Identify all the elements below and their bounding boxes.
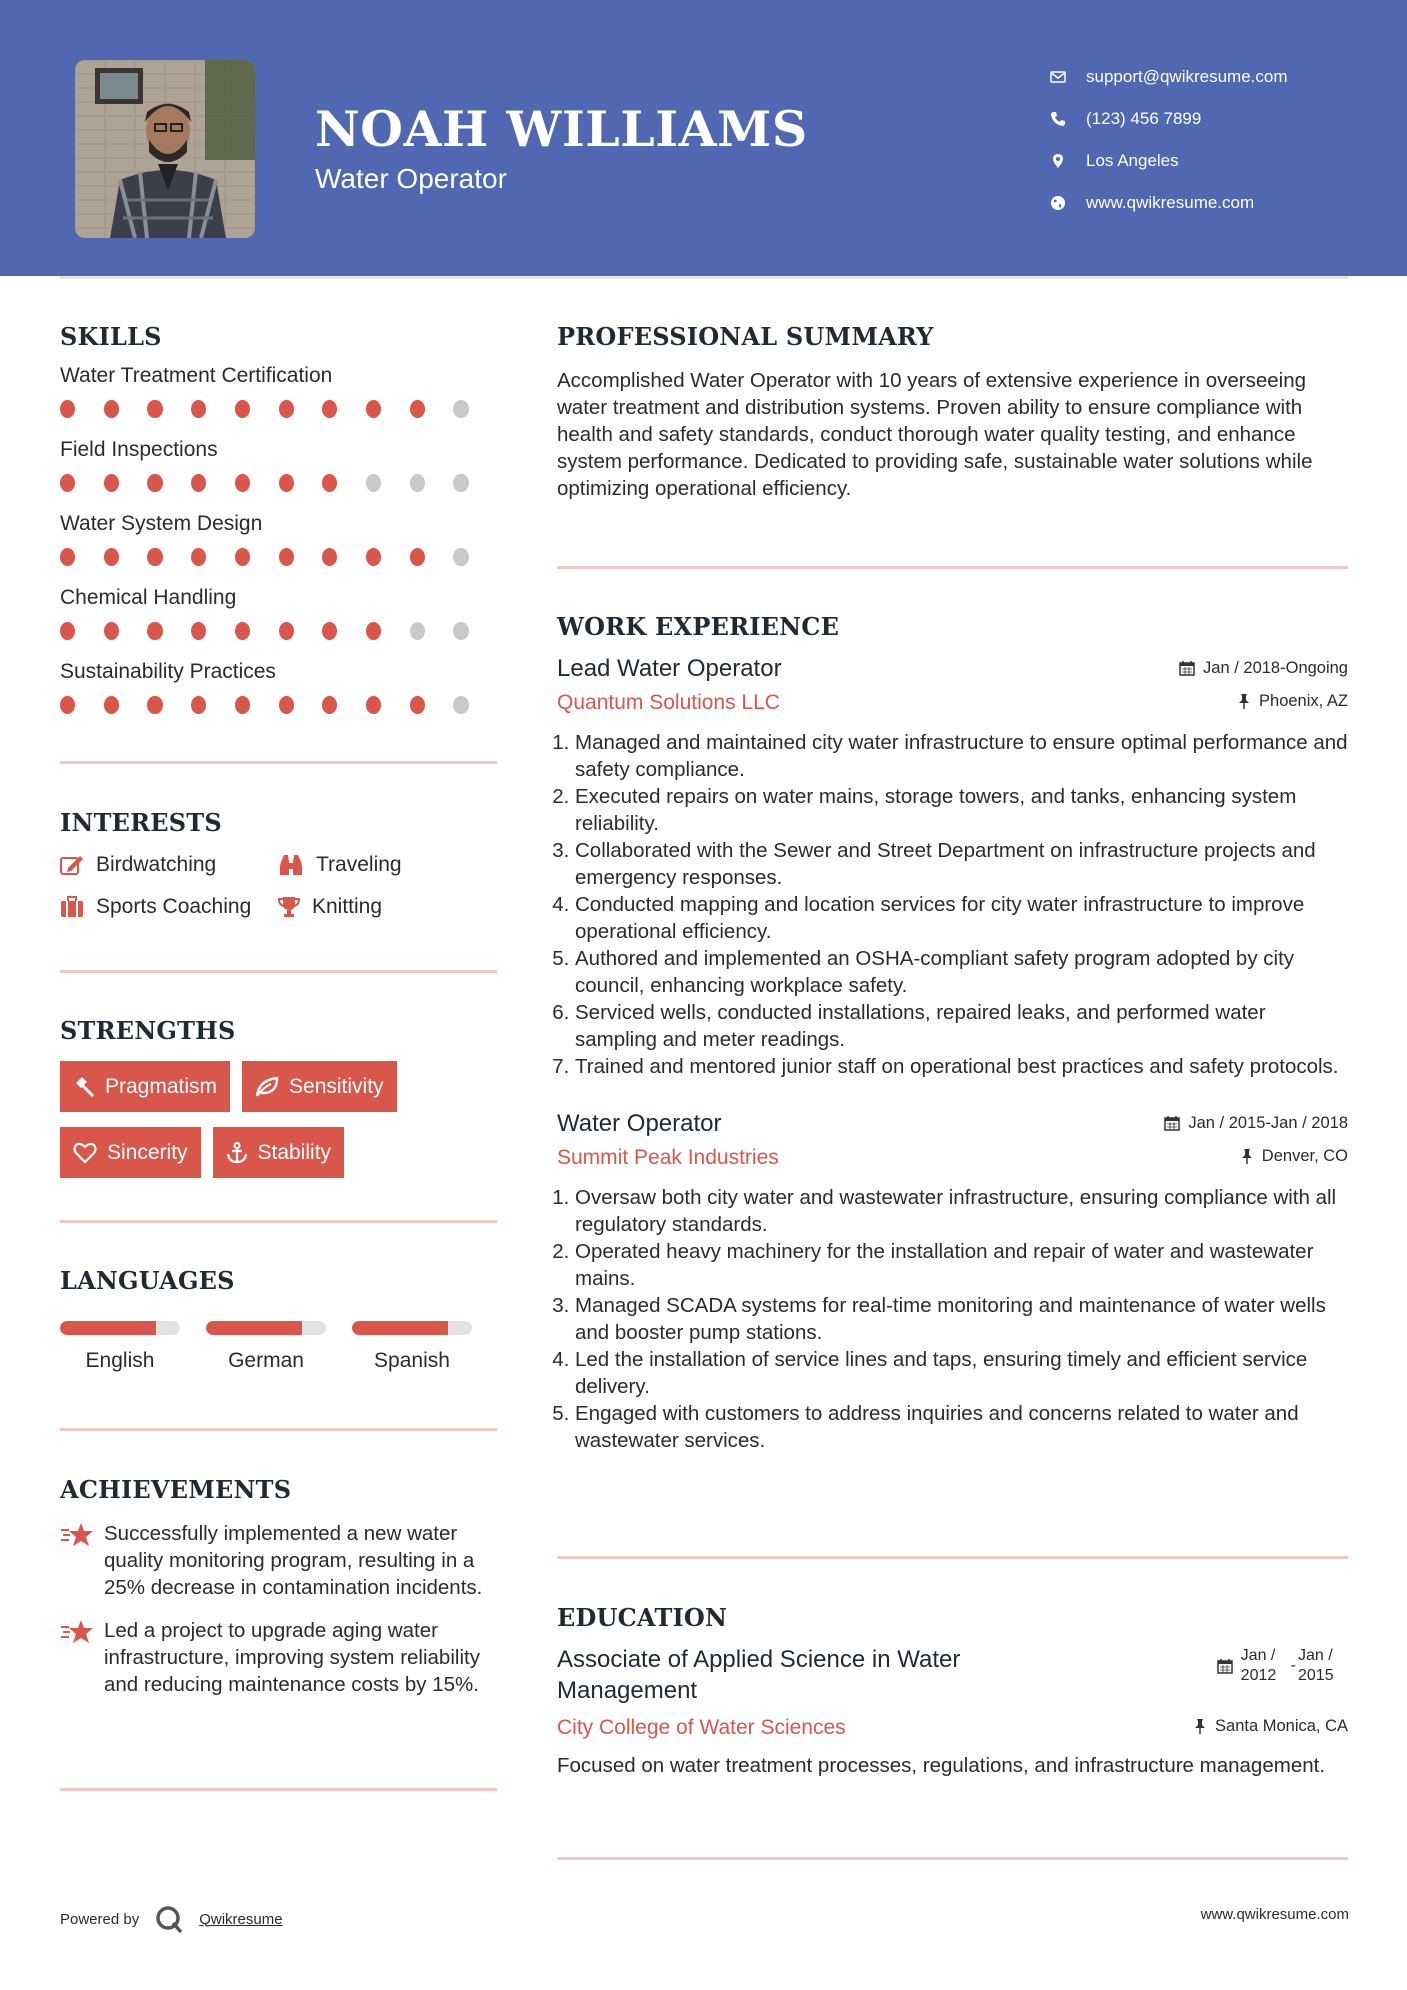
section-divider bbox=[60, 1428, 497, 1431]
skill-dot bbox=[60, 696, 75, 714]
duty-item: 3. Collaborated with the Sewer and Street Department on infrastructure projects and emergency responses. bbox=[575, 837, 1348, 891]
skill-rating bbox=[60, 616, 497, 660]
education-subheader bbox=[557, 1716, 1348, 1740]
job-subheader bbox=[557, 1146, 1348, 1170]
star-icon bbox=[60, 1522, 94, 1548]
contact-location bbox=[1050, 140, 1288, 182]
achievement-item bbox=[60, 1617, 497, 1698]
skill-dot bbox=[104, 474, 119, 492]
skill-dot bbox=[147, 548, 162, 566]
summary-text: Accomplished Water Operator with 10 years of extensive experience in overseeing water treatment and distribution systems. Proven ability to ensure compliance with health and safety standards, conduct thorough water quality testing, and enhance system performance. Dedicated to providing safe, sustainable water solutions while optimizing operational efficiency. bbox=[557, 369, 1313, 500]
job-location bbox=[1240, 1147, 1348, 1166]
powered-by-text: Powered by bbox=[60, 1910, 140, 1928]
duty-item: 5. Authored and implemented an OSHA-compliant safety program adopted by city council, enhancing workplace safety. bbox=[575, 945, 1348, 999]
job-dates bbox=[1179, 659, 1348, 678]
achievement-item bbox=[60, 1520, 497, 1601]
contact-website-text: www.qwikresume.com bbox=[1086, 193, 1255, 212]
language-item bbox=[60, 1321, 180, 1373]
language-item bbox=[206, 1321, 326, 1373]
skill-name: Sustainability Practices bbox=[60, 660, 276, 683]
skill-dot bbox=[235, 548, 250, 566]
education-start: Jan / 2012 bbox=[1240, 1647, 1277, 1684]
skill-dot bbox=[366, 474, 381, 492]
strength-label: Pragmatism bbox=[105, 1074, 218, 1098]
strength-label: Sensitivity bbox=[289, 1074, 384, 1098]
phone-icon bbox=[1050, 111, 1066, 127]
qwikresume-logo-icon bbox=[153, 1904, 187, 1934]
skill-dot bbox=[235, 622, 250, 640]
skill-dot bbox=[191, 548, 206, 566]
duty-item: 6. Serviced wells, conducted installations, repaired leaks, and performed water sampling and meter readings. bbox=[575, 999, 1348, 1053]
duty-item: 1. Managed and maintained city water infrastructure to ensure optimal performance and safety compliance. bbox=[575, 729, 1348, 783]
section-divider bbox=[60, 761, 497, 764]
skill-name: Chemical Handling bbox=[60, 586, 237, 609]
skill-dot bbox=[279, 400, 294, 418]
skill-dot bbox=[60, 474, 75, 492]
education-end: Jan / 2015 bbox=[1298, 1647, 1334, 1684]
calendar-icon bbox=[1164, 1115, 1180, 1131]
summary-section bbox=[557, 322, 1348, 502]
education-location bbox=[1193, 1717, 1348, 1736]
skill-dot bbox=[191, 474, 206, 492]
section-divider bbox=[557, 1556, 1348, 1559]
skill-name: Field Inspections bbox=[60, 438, 218, 461]
skill-dot bbox=[104, 696, 119, 714]
skill-dot bbox=[147, 696, 162, 714]
job-entry bbox=[557, 1110, 1348, 1454]
language-bar bbox=[206, 1321, 326, 1335]
skill-dot bbox=[104, 622, 119, 640]
interest-item bbox=[60, 853, 278, 877]
strength-badge bbox=[213, 1127, 345, 1178]
footer-url[interactable]: www.qwikresume.com bbox=[1200, 1906, 1349, 1923]
job-header bbox=[557, 1110, 1348, 1138]
skill-dot bbox=[322, 474, 337, 492]
duty-item: 5. Engaged with customers to address inquiries and concerns related to water and wastewater services. bbox=[575, 1400, 1348, 1454]
interests-list bbox=[60, 853, 497, 919]
strength-badge bbox=[60, 1061, 230, 1112]
language-bar-fill bbox=[352, 1321, 448, 1335]
envelope-icon bbox=[1050, 69, 1066, 85]
interest-label: Birdwatching bbox=[96, 853, 217, 876]
strength-badge bbox=[242, 1061, 397, 1112]
interests-section bbox=[60, 808, 497, 919]
leaf-icon bbox=[255, 1076, 279, 1098]
achievement-text: Successfully implemented a new water quality monitoring program, resulting in a 25% decrease in contamination incidents. bbox=[104, 1522, 483, 1599]
language-bar bbox=[60, 1321, 180, 1335]
skill-dot bbox=[279, 474, 294, 492]
contact-email[interactable] bbox=[1050, 56, 1288, 98]
job-entry bbox=[557, 655, 1348, 1080]
language-name: Spanish bbox=[374, 1349, 450, 1372]
anchor-icon bbox=[226, 1142, 248, 1164]
duty-item: 1. Oversaw both city water and wastewater infrastructure, ensuring compliance with all regulatory standards. bbox=[575, 1184, 1348, 1238]
skill-dot bbox=[191, 400, 206, 418]
section-divider bbox=[557, 566, 1348, 569]
education-description: Focused on water treatment processes, regulations, and infrastructure management. bbox=[557, 1754, 1326, 1777]
experience-title: WORK EXPERIENCE bbox=[557, 612, 840, 641]
skills-list bbox=[60, 364, 497, 734]
job-subheader bbox=[557, 691, 1348, 715]
duty-item: 4. Led the installation of service lines and taps, ensuring timely and efficient service delivery. bbox=[575, 1346, 1348, 1400]
gavel-icon bbox=[73, 1076, 95, 1098]
skill-dot bbox=[235, 400, 250, 418]
binoculars-icon bbox=[278, 854, 304, 876]
education-date-dash: - bbox=[1290, 1657, 1296, 1674]
footer-powered-by bbox=[60, 1904, 283, 1934]
education-title: EDUCATION bbox=[557, 1603, 728, 1632]
experience-section bbox=[557, 612, 1348, 1454]
pin-icon bbox=[1193, 1718, 1207, 1734]
interest-item bbox=[278, 853, 478, 877]
skill-dot bbox=[147, 622, 162, 640]
skill-dot bbox=[366, 548, 381, 566]
language-name: English bbox=[85, 1349, 155, 1372]
contact-location-text: Los Angeles bbox=[1086, 151, 1179, 170]
resume-header bbox=[0, 0, 1407, 276]
pencil-icon bbox=[60, 854, 84, 876]
strengths-section bbox=[60, 1016, 497, 1193]
summary-title: PROFESSIONAL SUMMARY bbox=[557, 322, 934, 351]
skill-dot bbox=[322, 696, 337, 714]
achievements-title: ACHIEVEMENTS bbox=[60, 1475, 292, 1504]
skill-dot bbox=[453, 622, 468, 640]
candidate-name: NOAH WILLIAMS bbox=[315, 100, 808, 158]
skill-dot bbox=[60, 400, 75, 418]
language-item bbox=[352, 1321, 472, 1373]
skill-dot bbox=[60, 622, 75, 640]
skill-dot bbox=[322, 622, 337, 640]
interests-title: INTERESTS bbox=[60, 808, 222, 837]
job-title: Water Operator bbox=[557, 1110, 722, 1137]
job-dates bbox=[1164, 1114, 1348, 1133]
pin-icon bbox=[1237, 693, 1251, 709]
contact-phone-text: (123) 456 7899 bbox=[1086, 109, 1202, 128]
skill-dot bbox=[147, 474, 162, 492]
skill-dot bbox=[147, 400, 162, 418]
language-bar bbox=[352, 1321, 472, 1335]
interest-label: Sports Coaching bbox=[96, 895, 252, 918]
skill-rating bbox=[60, 468, 497, 512]
calendar-icon bbox=[1217, 1658, 1233, 1674]
interest-label: Traveling bbox=[316, 853, 402, 876]
skill-dot bbox=[366, 400, 381, 418]
job-location-text: Phoenix, AZ bbox=[1259, 691, 1348, 710]
education-location-text: Santa Monica, CA bbox=[1215, 1716, 1348, 1735]
duty-item: 2. Executed repairs on water mains, storage towers, and tanks, enhancing system reliability. bbox=[575, 783, 1348, 837]
brand-link[interactable]: Qwikresume bbox=[199, 1910, 283, 1928]
strength-badge bbox=[60, 1127, 201, 1178]
header-divider bbox=[60, 276, 1348, 279]
skill-dot bbox=[453, 400, 468, 418]
job-dates-text: Jan / 2018-Ongoing bbox=[1203, 658, 1348, 677]
job-header bbox=[557, 655, 1348, 683]
degree-title: Associate of Applied Science in Water Management bbox=[557, 1646, 961, 1704]
globe-icon bbox=[1050, 195, 1066, 211]
section-divider bbox=[60, 1220, 497, 1223]
strength-label: Stability bbox=[257, 1140, 332, 1164]
section-divider bbox=[60, 1788, 497, 1791]
skill-dot bbox=[60, 548, 75, 566]
duty-item: 3. Managed SCADA systems for real-time monitoring and maintenance of water wells and booster pump stations. bbox=[575, 1292, 1348, 1346]
candidate-title: Water Operator bbox=[315, 163, 507, 194]
duty-item: 4. Conducted mapping and location services for city water infrastructure to improve operational efficiency. bbox=[575, 891, 1348, 945]
education-section bbox=[557, 1603, 1348, 1779]
skill-dot bbox=[279, 622, 294, 640]
skill-dot bbox=[410, 400, 425, 418]
job-location bbox=[1237, 692, 1348, 711]
skill-dot bbox=[191, 696, 206, 714]
job-title: Lead Water Operator bbox=[557, 655, 782, 682]
strengths-title: STRENGTHS bbox=[60, 1016, 236, 1045]
trophy-icon bbox=[278, 896, 300, 918]
interest-label: Knitting bbox=[312, 895, 383, 918]
skill-dot bbox=[453, 548, 468, 566]
languages-title: LANGUAGES bbox=[60, 1266, 235, 1295]
job-location-text: Denver, CO bbox=[1261, 1146, 1348, 1165]
location-icon bbox=[1050, 153, 1066, 169]
interest-item bbox=[278, 895, 478, 919]
calendar-icon bbox=[1179, 660, 1195, 676]
skill-name: Water Treatment Certification bbox=[60, 364, 333, 387]
skill-dot bbox=[279, 696, 294, 714]
skill-name: Water System Design bbox=[60, 512, 263, 535]
briefcase-icon bbox=[60, 896, 84, 918]
job-dates-text: Jan / 2015-Jan / 2018 bbox=[1188, 1113, 1348, 1132]
education-header bbox=[557, 1644, 1348, 1706]
school-name: City College of Water Sciences bbox=[557, 1716, 846, 1739]
strengths-list bbox=[60, 1061, 520, 1193]
contact-email-text: support@qwikresume.com bbox=[1086, 67, 1288, 86]
company-name: Summit Peak Industries bbox=[557, 1146, 779, 1169]
section-divider bbox=[557, 1857, 1348, 1860]
heart-icon bbox=[73, 1142, 97, 1164]
skill-dot bbox=[104, 548, 119, 566]
skill-dot bbox=[453, 474, 468, 492]
skill-dot bbox=[235, 696, 250, 714]
skill-dot bbox=[366, 622, 381, 640]
star-icon bbox=[60, 1619, 94, 1645]
contact-list bbox=[1050, 56, 1288, 224]
company-name: Quantum Solutions LLC bbox=[557, 691, 780, 714]
language-bar-fill bbox=[60, 1321, 156, 1335]
skill-dot bbox=[410, 548, 425, 566]
skill-rating bbox=[60, 542, 497, 586]
achievement-text: Led a project to upgrade aging water infrastructure, improving system reliability and reducing maintenance costs by 15%. bbox=[104, 1619, 480, 1696]
education-dates bbox=[1217, 1646, 1348, 1706]
skills-section bbox=[60, 322, 497, 734]
profile-photo bbox=[75, 60, 255, 238]
pin-icon bbox=[1240, 1148, 1254, 1164]
skill-dot bbox=[104, 400, 119, 418]
skill-dot bbox=[453, 696, 468, 714]
duties-list bbox=[557, 729, 1348, 1080]
skill-dot bbox=[410, 622, 425, 640]
skill-rating bbox=[60, 690, 497, 734]
skills-title: SKILLS bbox=[60, 322, 162, 351]
skill-dot bbox=[279, 548, 294, 566]
skill-dot bbox=[366, 696, 381, 714]
languages-list bbox=[60, 1321, 497, 1373]
strength-label: Sincerity bbox=[107, 1140, 188, 1164]
interest-item bbox=[60, 895, 278, 919]
duties-list bbox=[557, 1184, 1348, 1454]
skill-dot bbox=[322, 400, 337, 418]
language-name: German bbox=[228, 1349, 304, 1372]
skill-dot bbox=[235, 474, 250, 492]
duty-item: 2. Operated heavy machinery for the installation and repair of water and wastewater mains. bbox=[575, 1238, 1348, 1292]
skill-dot bbox=[410, 696, 425, 714]
language-bar-fill bbox=[206, 1321, 302, 1335]
skill-dot bbox=[322, 548, 337, 566]
achievements-section bbox=[60, 1475, 497, 1698]
skill-rating bbox=[60, 394, 497, 438]
skill-dot bbox=[410, 474, 425, 492]
contact-website[interactable] bbox=[1050, 182, 1288, 224]
languages-section bbox=[60, 1266, 497, 1373]
section-divider bbox=[60, 970, 497, 973]
duty-item: 7. Trained and mentored junior staff on operational best practices and safety protocols. bbox=[575, 1053, 1348, 1080]
contact-phone[interactable] bbox=[1050, 98, 1288, 140]
skill-dot bbox=[191, 622, 206, 640]
